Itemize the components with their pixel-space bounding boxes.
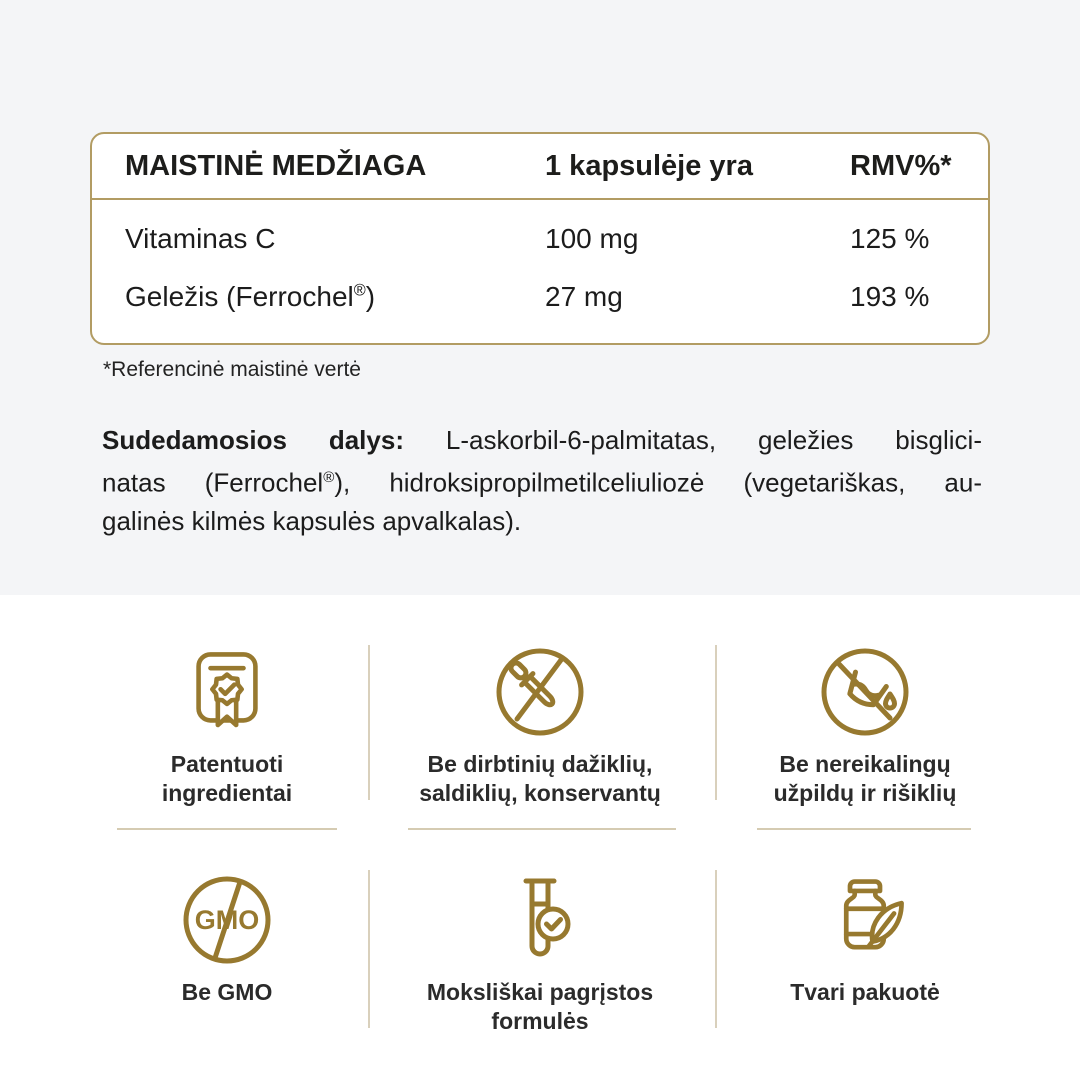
nutrition-table — [90, 132, 990, 345]
ingredients-paragraph — [102, 421, 982, 540]
nutrient-name: Vitaminas C — [125, 223, 276, 254]
feature-patented-ingredients — [102, 644, 352, 808]
header-rmv: RMV%* — [850, 149, 952, 182]
feature-label: Be dirbtinių dažiklių, saldiklių, konservantų — [419, 751, 661, 806]
nutrient-amount: 100 mg — [545, 223, 639, 254]
feature-label: Tvari pakuotė — [790, 979, 940, 1005]
no-artificial-additives-icon — [492, 644, 588, 740]
table-row — [92, 268, 988, 326]
nutrition-table-header — [92, 134, 988, 200]
header-per-capsule: 1 kapsulėje yra — [545, 149, 753, 182]
divider — [715, 870, 717, 1028]
feature-label: Moksliškai pagrįstos formulės — [426, 979, 654, 1034]
feature-no-gmo — [102, 872, 352, 1007]
sustainable-packaging-icon — [820, 872, 910, 968]
registered-mark: ® — [323, 469, 335, 486]
feature-label: Be nereikalingų užpildų ir rišiklių — [773, 751, 957, 806]
feature-science-backed — [385, 872, 695, 1036]
nutrient-amount: 27 mg — [545, 281, 623, 312]
science-backed-icon — [492, 872, 588, 968]
feature-label: Be GMO — [181, 979, 273, 1005]
certificate-icon — [183, 644, 271, 740]
ingredients-line-1: Sudedamosios dalys: L-askorbil-6-palmitatas, geležies bisglici- — [102, 425, 982, 455]
divider — [715, 645, 717, 800]
feature-sustainable-packaging — [720, 872, 1010, 1007]
divider — [408, 828, 676, 830]
ingredients-label: Sudedamosios dalys: — [102, 425, 404, 455]
divider — [368, 645, 370, 800]
no-fillers-binders-icon — [817, 644, 913, 740]
header-nutrient: MAISTINĖ MEDŽIAGA — [125, 149, 427, 182]
nutrient-rmv: 125 % — [850, 223, 930, 254]
nutrient-name: Geležis (Ferrochel®) — [125, 281, 376, 312]
features-section — [0, 595, 1080, 1080]
svg-text:GMO: GMO — [194, 905, 260, 935]
divider — [368, 870, 370, 1028]
divider — [757, 828, 971, 830]
ingredients-line-2: natas (Ferrochel®), hidroksipropilmetilceliuliozė (vegetariškas, au- — [102, 467, 982, 498]
nutrient-rmv: 193 % — [850, 281, 930, 312]
feature-label: Patentuoti ingredientai — [161, 751, 293, 806]
ingredients-line-3: galinės kilmės kapsulės apvalkalas). — [102, 505, 522, 536]
registered-mark: ® — [353, 281, 366, 300]
reference-footnote: *Referencinė maistinė vertė — [103, 358, 361, 381]
divider — [117, 828, 337, 830]
feature-no-artificial-additives — [385, 644, 695, 808]
no-gmo-icon — [179, 872, 275, 968]
nutrition-table-body — [92, 200, 988, 326]
feature-no-fillers — [720, 644, 1010, 808]
table-row — [92, 210, 988, 268]
